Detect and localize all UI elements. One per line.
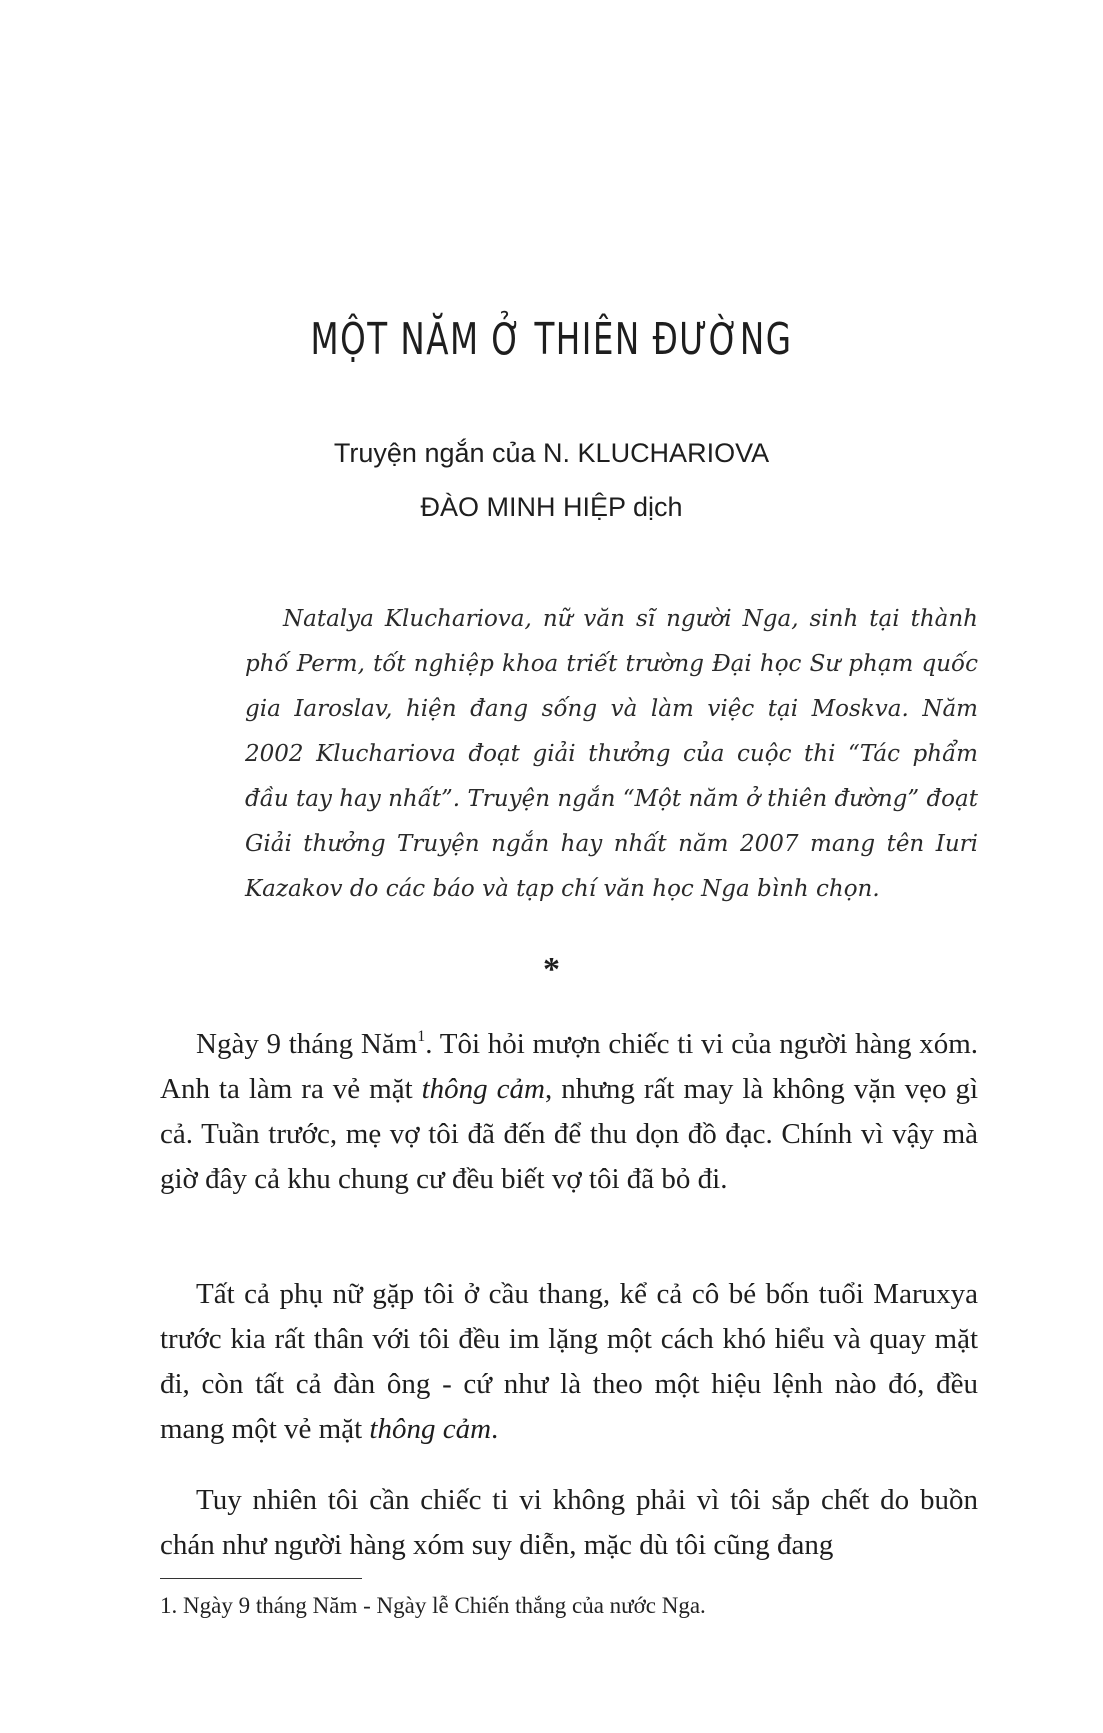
footnote: 1. Ngày 9 tháng Năm - Ngày lễ Chiến thắng của nước Nga. [160,1593,706,1618]
page-title: MỘT NĂM Ở THIÊN ĐƯỜNG [310,314,793,365]
footnote-divider [160,1578,362,1579]
paragraph-text: Tất cả phụ nữ gặp tôi ở cầu thang, kể cả cô bé bốn tuổi Maruxya trước kia rất thân với tôi đều im lặng một cách khó hiểu và quay mặt đi, còn tất cả đàn ông - cứ như là theo một hiệu lệnh nào đó, đều mang một vẻ mặt [160,1278,978,1445]
paragraph-text: Ngày 9 tháng Năm [196,1028,418,1060]
body-paragraph-2 [160,1272,978,1452]
author-line: Truyện ngắn của N. KLUCHARIOVA [333,438,770,468]
paragraph-text: . [491,1413,499,1445]
emphasis-text: thông cảm [369,1413,492,1445]
emphasis-text: thông cảm [421,1073,545,1105]
body-paragraph-3: Tuy nhiên tôi cần chiếc ti vi không phải vì tôi sắp chết do buồn chán như người hàng xóm suy diễn, mặc dù tôi cũng đang [160,1484,978,1561]
body-paragraph-1 [160,1022,978,1202]
translator-line: ĐÀO MINH HIỆP dịch [420,492,683,522]
paragraph-text: . Tôi hỏi mượn chiếc ti vi của người hàng xóm. Anh ta làm ra vẻ mặt [160,1028,978,1105]
paragraph-text: , nhưng rất may là không vặn vẹo gì cả. Tuần trước, mẹ vợ tôi đã đến để thu dọn đồ đạc. Chính vì vậy mà giờ đây cả khu chung cư đều biết vợ tôi đã bỏ đi. [160,1073,978,1195]
author-introduction: Natalya Kluchariova, nữ văn sĩ người Nga, sinh tại thành phố Perm, tốt nghiệp khoa triết trường Đại học Sư phạm quốc gia Iaroslav, hiện đang sống và làm việc tại Moskva. Năm 2002 Kluchariova đoạt giải thưởng của cuộc thi “Tác phẩm đầu tay hay nhất”. Truyện ngắn “Một năm ở thiên đường” đoạt Giải thưởng Truyện ngắn hay nhất năm 2007 mang tên Iuri Kazakov do các báo và tạp chí văn học Nga bình chọn. [245,606,978,902]
footnote-reference: 1 [417,1028,426,1045]
section-separator: * [543,951,560,988]
